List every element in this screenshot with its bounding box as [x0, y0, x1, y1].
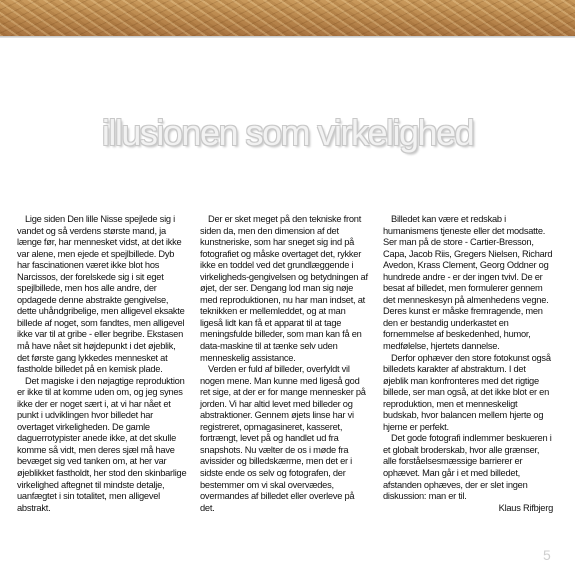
paragraph: Det magiske i den nøjagtige reproduktion er ikke til at komme uden om, og jeg synes ikke der er noget sært i, at vi har nået et punkt i udviklingen hvor billedet har overtaget virkeligheden. De gamle daguerrotypister anede ikke, at det skulle komme så vidt, men deres sjæl må have bevæget sig ved tanken om, at her var øjeblikket fastholdt, her stod den skinbarlige virkelighed aftegnet til mindste detalje, uanfægtet i sin totalitet, men alligevel abstrakt. [17, 375, 187, 513]
text-column-1 [17, 214, 187, 514]
paragraph: Derfor ophæver den store fotokunst også billedets karakter af abstraktum. I det øjeblik man konfronteres med det rigtige billede, ser man også, at det ikke blot er en reproduktion, men et menneskeligt budskab, hvor balancen mellem hjerte og hjerne er perfekt. [383, 352, 551, 432]
article-title: illusionen som virkelighed [101, 112, 474, 153]
paragraph: Det gode fotografi indlemmer beskueren i et globalt broderskab, hvor alle grænser, alle forståelsesmæssige barrierer er ophævet. Man går i et med billedet, afstanden ophæves, der er slet ingen diskussion: man er til. [383, 433, 552, 502]
author-signature: Klaus Rifbjerg [498, 502, 553, 513]
paragraph: Der er sket meget på den tekniske front siden da, men den dimension af det kunstneriske, som har sneget sig ind på fotografiet og måske overtaget det, rykker ikke en toddel ved det grundlæggende i virkeligheds-gengivelsen og betydningen af øjet, der ser. Dengang lod man sig nøje med reproduktionen, nu har man indset, at teknikken er mellemleddet, og at man ligeså lidt kan få et apparat til at tage meningsfulde billeder, som man kan få en data-maskine til at tænke selv uden menneskelig assistance. [200, 214, 368, 363]
wooden-surface [0, 0, 575, 36]
page-number: 5 [543, 547, 551, 563]
text-column-3 [383, 214, 553, 514]
paragraph: Lige siden Den lille Nisse spejlede sig i vandet og så verdens største mand, ja længe før, har mennesket vidst, at det ikke var alene, men ejede et spejlbillede. Dyb har fascinationen været ikke blot hos Narcissos, der forelskede sig i sit eget spejlbillede, men hos alle andre, der opdagede denne abstrakte gengivelse, dette uhåndgribelige, men alligevel eksakte billede af noget, som fandtes, men alligevel ikke var til at gribe - eller begribe. Ekstasen må have nået sit højdepunkt i det øjeblik, det første gang lykkedes mennesket at fastholde billedet på en kemisk plade. [17, 214, 185, 375]
paragraph: Verden er fuld af billeder, overfyldt vil nogen mene. Man kunne med ligeså god ret sige, at der er for mange mennesker på jorden. Vi har altid levet med billeder og abstraktioner. Gennem øjets linse har vi registreret, opmagasineret, kasseret, fortrængt, levet på og handlet ud fra snapshots. Nu vælter de os i møde fra avissider og billedskærme, men det er i sidste ende os selv og fotografen, der bestemmer om vi skal overvædes, overmandes af billedet eller overleve på det. [200, 364, 366, 513]
paragraph: Billedet kan være et redskab i humanismens tjeneste eller det modsatte. Ser man på de store - Cartier-Bresson, Capa, Jacob Riis, Gregers Nielsen, Richard Avedon, Krass Clement, Georg Oddner og hundrede andre - er der ingen tvivl. De er besat af billedet, men formulerer gennem det menneskesyn på almenhedens vegne. Deres kunst er måske fremragende, men den er bestandig underkastet en fornemmelse af beskedenhed, humor, medfølelse, hjertets dannelse. [383, 214, 553, 352]
text-column-2 [200, 214, 370, 514]
